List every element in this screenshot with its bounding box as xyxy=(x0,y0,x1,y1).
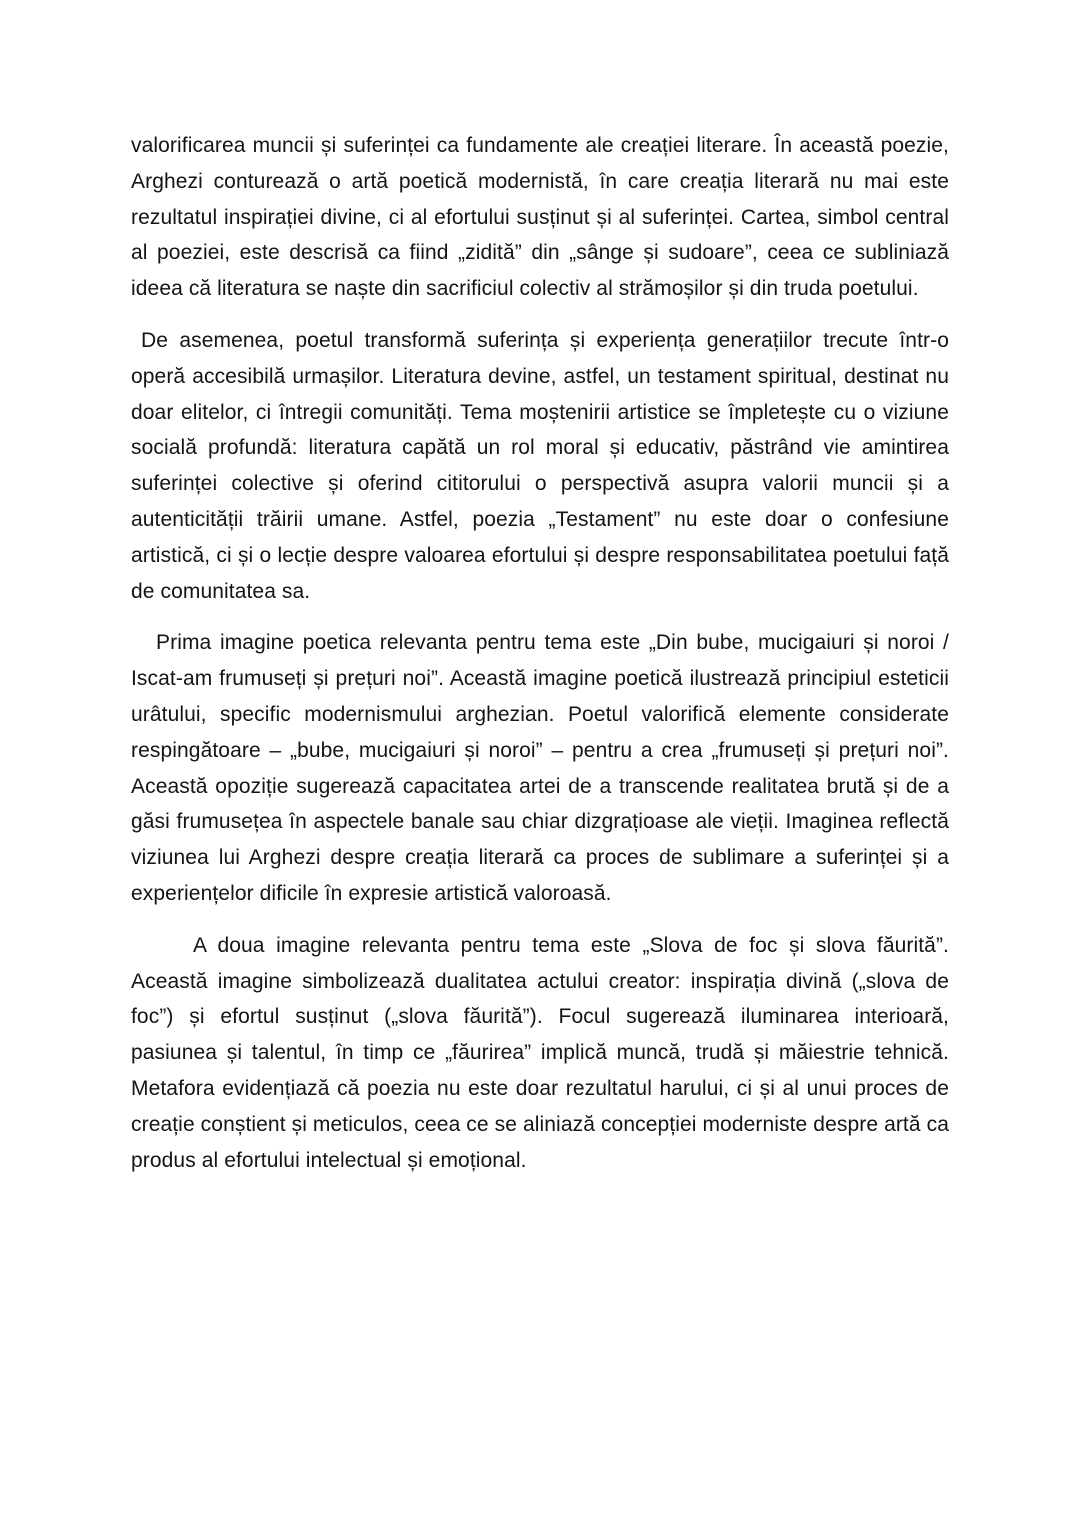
paragraph-3: Prima imagine poetica relevanta pentru tema este „Din bube, mucigaiuri și noroi / Iscat-am frumuseți și prețuri noi”. Această imagine poetică ilustrează principiul esteticii urâtului, specific modernismului arghezian. Poetul valorifică elemente considerate respingătoare – „bube, mucigaiuri și noroi” – pentru a crea „frumuseți și prețuri noi”. Această opoziție sugerează capacitatea artei de a transcende realitatea brută și de a găsi frumusețea în aspectele banale sau chiar dizgrațioase ale vieții. Imaginea reflectă viziunea lui Arghezi despre creația literară ca proces de sublimare a suferinței și a experiențelor dificile în expresie artistică valoroasă. xyxy=(131,631,949,905)
document-page xyxy=(131,128,949,1194)
paragraph-2: De asemenea, poetul transformă suferința și experiența generațiilor trecute într-o operă accesibilă urmașilor. Literatura devine, astfel, un testament spiritual, destinat nu doar elitelor, ci întregii comunități. Tema moștenirii artistice se împletește cu o viziune socială profundă: literatura capătă un rol moral și educativ, păstrând vie amintirea suferinței colective și oferind cititorului o perspectivă asupra valorii muncii și a autenticității trăirii umane. Astfel, poezia „Testament” nu este doar o confesiune artistică, ci și o lecție despre valoarea efortului și despre responsabilitatea poetului față de comunitatea sa. xyxy=(131,328,949,603)
paragraph-1: valorificarea muncii și suferinței ca fundamente ale creației literare. În această poezie, Arghezi conturează o artă poetică modernistă, în care creația literară nu mai este rezultatul inspirației divine, ci al efortului susținut și al suferinței. Cartea, simbol central al poeziei, este descrisă ca fiind „zidită” din „sânge și sudoare”, ceea ce subliniază ideea că literatura se naște din sacrificiul colectiv al strămoșilor și din truda poetului. xyxy=(131,134,949,301)
paragraph-4: A doua imagine relevanta pentru tema este „Slova de foc și slova făurită”. Această imagine simbolizează dualitatea actului creator: inspirația divină („slova de foc”) și efortul susținut („slova făurită”). Focul sugerează iluminarea interioară, pasiunea și talentul, în timp ce „făurirea” implică muncă, trudă și măiestrie tehnică. Metafora evidențiază că poezia nu este doar rezultatul harului, ci și al unui proces de creație conștient și meticulos, ceea ce se aliniază concepției moderniste despre artă ca produs al efortului intelectual și emoțional. xyxy=(131,933,949,1172)
